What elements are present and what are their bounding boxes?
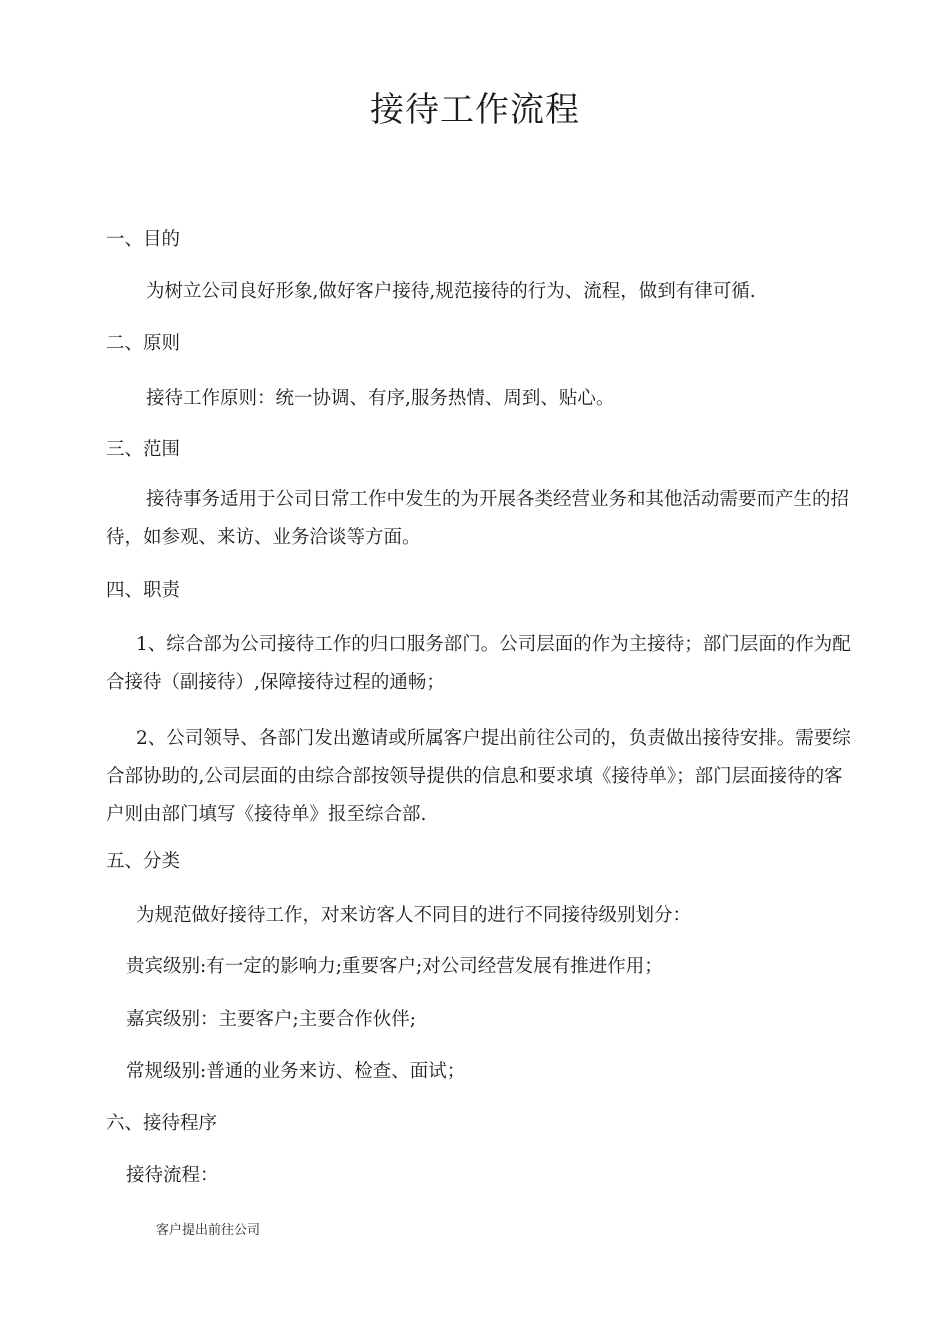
document-title: 接待工作流程 xyxy=(370,90,580,130)
classification-level-vip: 贵宾级别:有一定的影响力;重要客户;对公司经营发展有推进作用； xyxy=(126,956,663,977)
purpose-text: 为树立公司良好形象,做好客户接待,规范接待的行为、流程，做到有律可循. xyxy=(146,281,756,302)
duties-item-2: 2、公司领导、各部门发出邀请或所属客户提出前往公司的，负责做出接待安排。需要综合部协助的,公司层面的由综合部按领导提供的信息和要求填《接待单》；部门层面接待的客户则由部门填写《接待单》报至综合部. xyxy=(106,728,851,825)
flowchart-step-1: 客户提出前往公司 xyxy=(156,1223,261,1238)
duties-item-1: 1、综合部为公司接待工作的归口服务部门。公司层面的作为主接待；部门层面的作为配合接待（副接待）,保障接待过程的通畅； xyxy=(106,634,851,693)
section-heading-principle: 二、原则 xyxy=(106,333,181,354)
classification-level-guest: 嘉宾级别：主要客户;主要合作伙伴; xyxy=(126,1009,416,1030)
principle-text: 接待工作原则：统一协调、有序,服务热情、周到、贴心。 xyxy=(146,388,615,409)
section-heading-procedure: 六、接待程序 xyxy=(106,1113,218,1134)
section-heading-purpose: 一、目的 xyxy=(106,229,181,250)
section-heading-scope: 三、范围 xyxy=(106,439,181,460)
section-heading-duties: 四、职责 xyxy=(106,580,181,601)
classification-level-regular: 常规级别:普通的业务来访、检查、面试； xyxy=(126,1061,466,1082)
scope-text: 接待事务适用于公司日常工作中发生的为开展各类经营业务和其他活动需要而产生的招待，如参观、来访、业务洽谈等方面。 xyxy=(106,489,850,548)
section-heading-classification: 五、分类 xyxy=(106,851,181,872)
classification-intro: 为规范做好接待工作，对来访客人不同目的进行不同接待级别划分： xyxy=(136,905,692,926)
procedure-flow-label: 接待流程： xyxy=(126,1165,219,1186)
